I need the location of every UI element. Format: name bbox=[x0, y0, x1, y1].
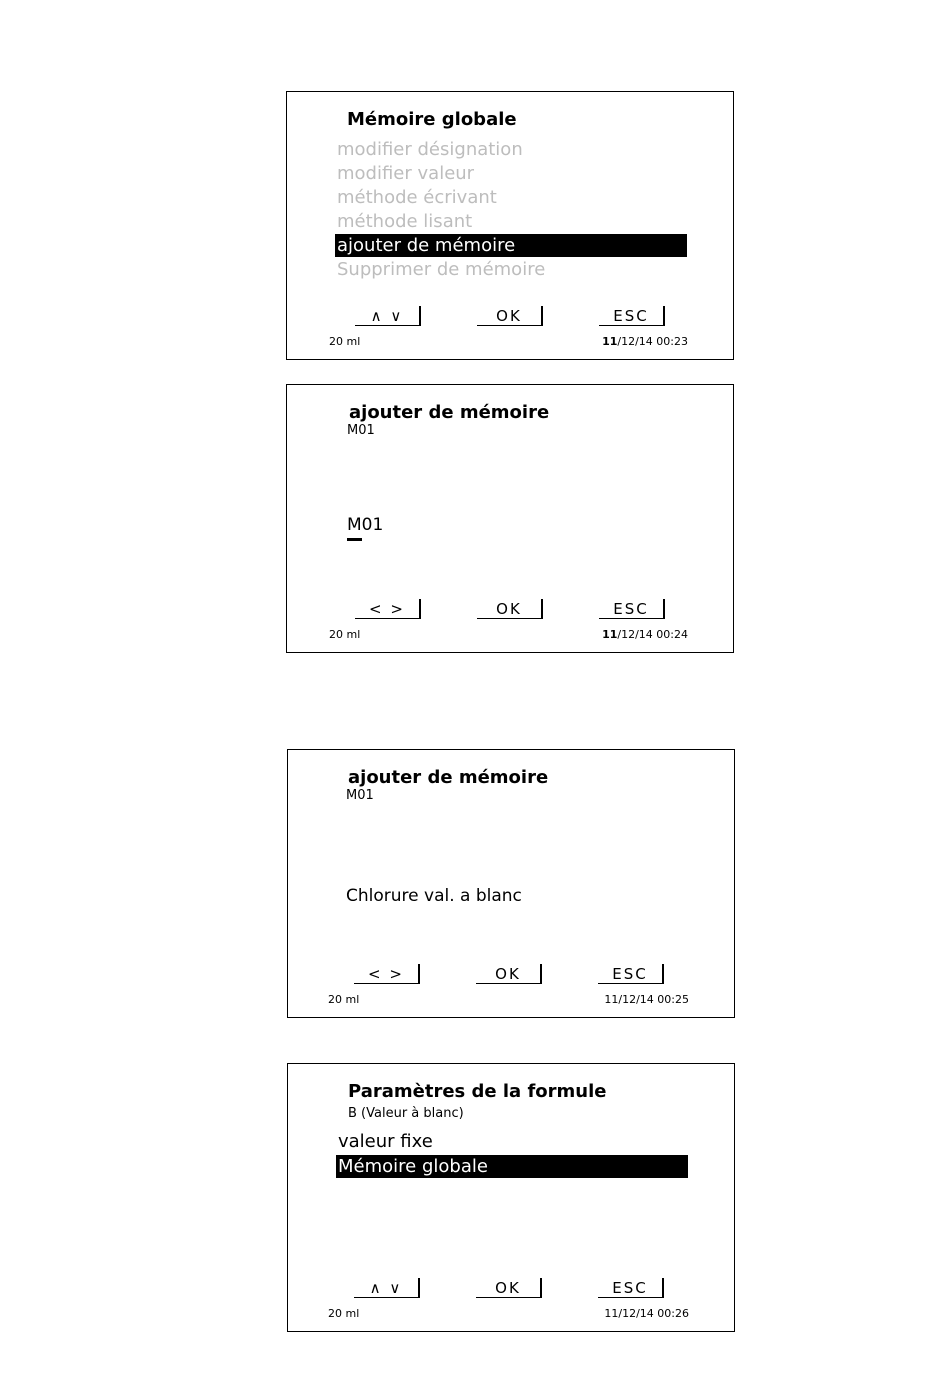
left-right-softkey[interactable]: < > bbox=[354, 964, 420, 984]
volume-label: 20 ml bbox=[328, 993, 360, 1006]
esc-softkey[interactable]: ESC bbox=[598, 964, 664, 984]
screen-subtitle: B (Valeur à blanc) bbox=[348, 1106, 464, 1121]
volume-label: 20 ml bbox=[328, 1307, 360, 1320]
memory-name-input[interactable]: Chlorure val. a blanc bbox=[346, 886, 522, 906]
datetime-label: 11/12/14 00:26 bbox=[604, 1307, 689, 1320]
screen-title: ajouter de mémoire bbox=[349, 402, 550, 423]
menu-item-delete-from-memory: Supprimer de mémoire bbox=[337, 259, 546, 280]
screen-title: Mémoire globale bbox=[347, 109, 517, 130]
menu-item-global-memory[interactable]: Mémoire globale bbox=[336, 1155, 688, 1178]
menu-item-method-reading: méthode lisant bbox=[337, 211, 473, 232]
screen-title: Paramètres de la formule bbox=[348, 1081, 607, 1102]
esc-softkey[interactable]: ESC bbox=[599, 599, 665, 619]
datetime-label: 11/12/14 00:23 bbox=[602, 335, 688, 348]
datetime-label: 11/12/14 00:25 bbox=[604, 993, 689, 1006]
menu-item-modify-value: modifier valeur bbox=[337, 163, 475, 184]
memory-id-input[interactable]: M01 bbox=[347, 515, 384, 535]
menu-item-add-to-memory[interactable]: ajouter de mémoire bbox=[335, 234, 687, 257]
menu-item-method-writing: méthode écrivant bbox=[337, 187, 497, 208]
screen-add-to-memory-name bbox=[287, 749, 735, 1018]
text-cursor bbox=[347, 538, 362, 541]
ok-softkey[interactable]: OK bbox=[476, 964, 542, 984]
volume-label: 20 ml bbox=[329, 628, 361, 641]
screen-title: ajouter de mémoire bbox=[348, 767, 549, 788]
ok-softkey[interactable]: OK bbox=[477, 306, 543, 326]
screen-subtitle: M01 bbox=[347, 423, 375, 438]
screen-add-to-memory-id bbox=[286, 384, 734, 653]
datetime-label: 11/12/14 00:24 bbox=[602, 628, 688, 641]
volume-label: 20 ml bbox=[329, 335, 361, 348]
screen-global-memory-menu bbox=[286, 91, 734, 360]
up-down-softkey[interactable]: ∧ ∨ bbox=[354, 1278, 420, 1298]
screen-formula-parameters bbox=[287, 1063, 735, 1332]
ok-softkey[interactable]: OK bbox=[476, 1278, 542, 1298]
left-right-softkey[interactable]: < > bbox=[355, 599, 421, 619]
up-down-softkey[interactable]: ∧ ∨ bbox=[355, 306, 421, 326]
esc-softkey[interactable]: ESC bbox=[599, 306, 665, 326]
menu-item-fixed-value[interactable]: valeur fixe bbox=[338, 1131, 433, 1152]
esc-softkey[interactable]: ESC bbox=[598, 1278, 664, 1298]
ok-softkey[interactable]: OK bbox=[477, 599, 543, 619]
menu-item-modify-designation: modifier désignation bbox=[337, 139, 523, 160]
screen-subtitle: M01 bbox=[346, 788, 374, 803]
